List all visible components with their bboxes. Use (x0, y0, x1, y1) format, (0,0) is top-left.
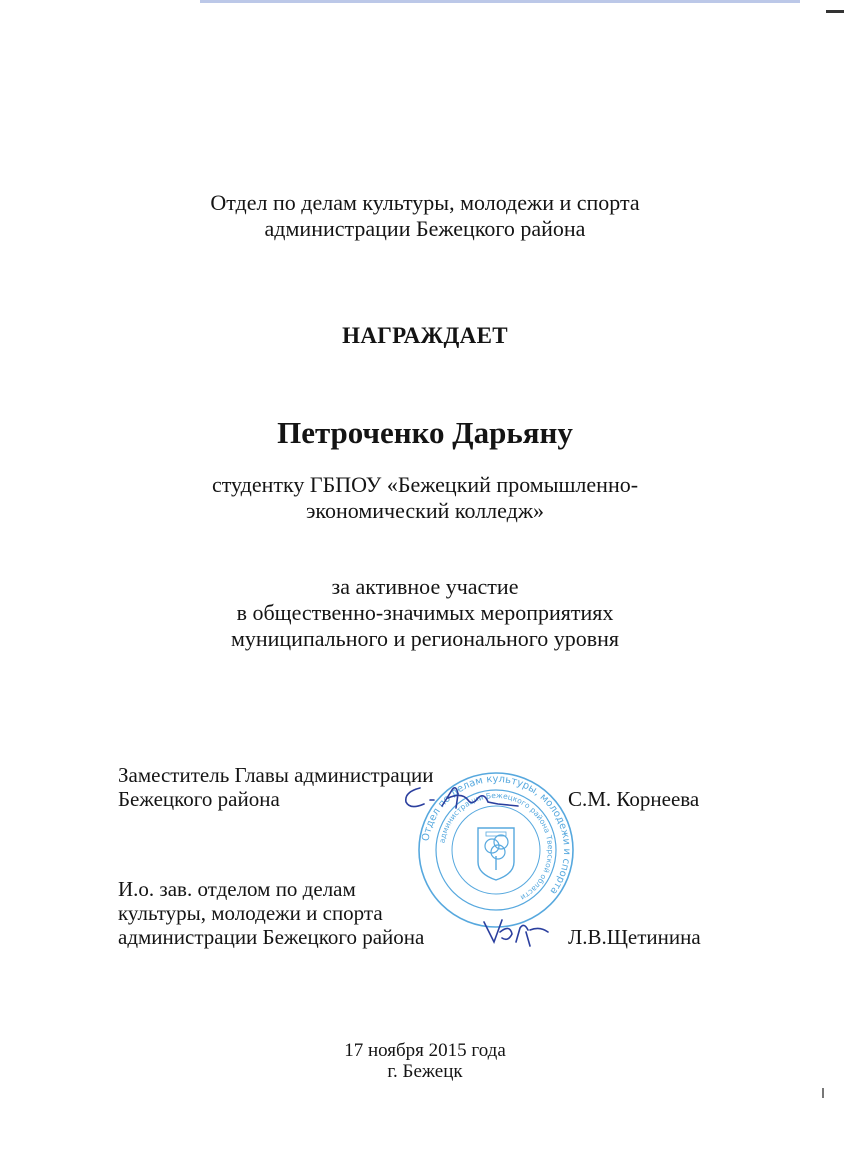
recipient-description (0, 472, 850, 524)
scan-corner-mark (826, 10, 844, 13)
signatory-1-name: С.М. Корнеева (568, 787, 700, 811)
issue-date: 17 ноября 2015 года (344, 1040, 506, 1061)
signatory-1-title-line-2: Бежецкого района (118, 787, 280, 811)
stamp-outer-text: Отдел по делам культуры, молодежи и спорта (420, 773, 573, 897)
stamp-inner-text: администрации Бежецкого района Тверской области (437, 790, 556, 903)
signature-2 (478, 912, 558, 952)
description-line-1: студентку ГБПОУ «Бежецкий промышленно- (211, 472, 639, 497)
description-line-2: экономический колледж» (305, 498, 545, 523)
award-heading: НАГРАЖДАЕТ (342, 323, 508, 348)
signatory-2-title-line-1: И.о. зав. отделом по делам (118, 877, 356, 901)
signature-1 (398, 778, 528, 818)
reason-line-2: в общественно-значимых мероприятиях (236, 600, 614, 625)
recipient-name: Петроченко Дарьяну (277, 415, 573, 450)
signatory-2-title (118, 877, 424, 949)
signatory-1-title (118, 763, 433, 811)
tree-emblem-icon (478, 828, 514, 880)
award-reason (0, 574, 850, 652)
signatory-1-title-line-1: Заместитель Главы администрации (118, 763, 434, 787)
date-place-block (0, 1040, 850, 1082)
issuer-block (0, 190, 850, 242)
issuer-line-2: администрации Бежецкого района (264, 216, 586, 241)
reason-line-3: муниципального и регионального уровня (230, 626, 620, 651)
signatory-2-title-line-3: администрации Бежецкого района (118, 925, 425, 949)
reason-line-1: за активное участие (331, 574, 519, 599)
issue-place: г. Бежецк (387, 1061, 463, 1082)
signatory-2-name: Л.В.Щетинина (568, 925, 701, 949)
scan-edge-mark-top (200, 0, 800, 3)
issuer-line-1: Отдел по делам культуры, молодежи и спорта (210, 190, 640, 215)
scan-edge-mark-bottom (822, 1088, 824, 1098)
signatory-2-title-line-2: культуры, молодежи и спорта (118, 901, 383, 925)
